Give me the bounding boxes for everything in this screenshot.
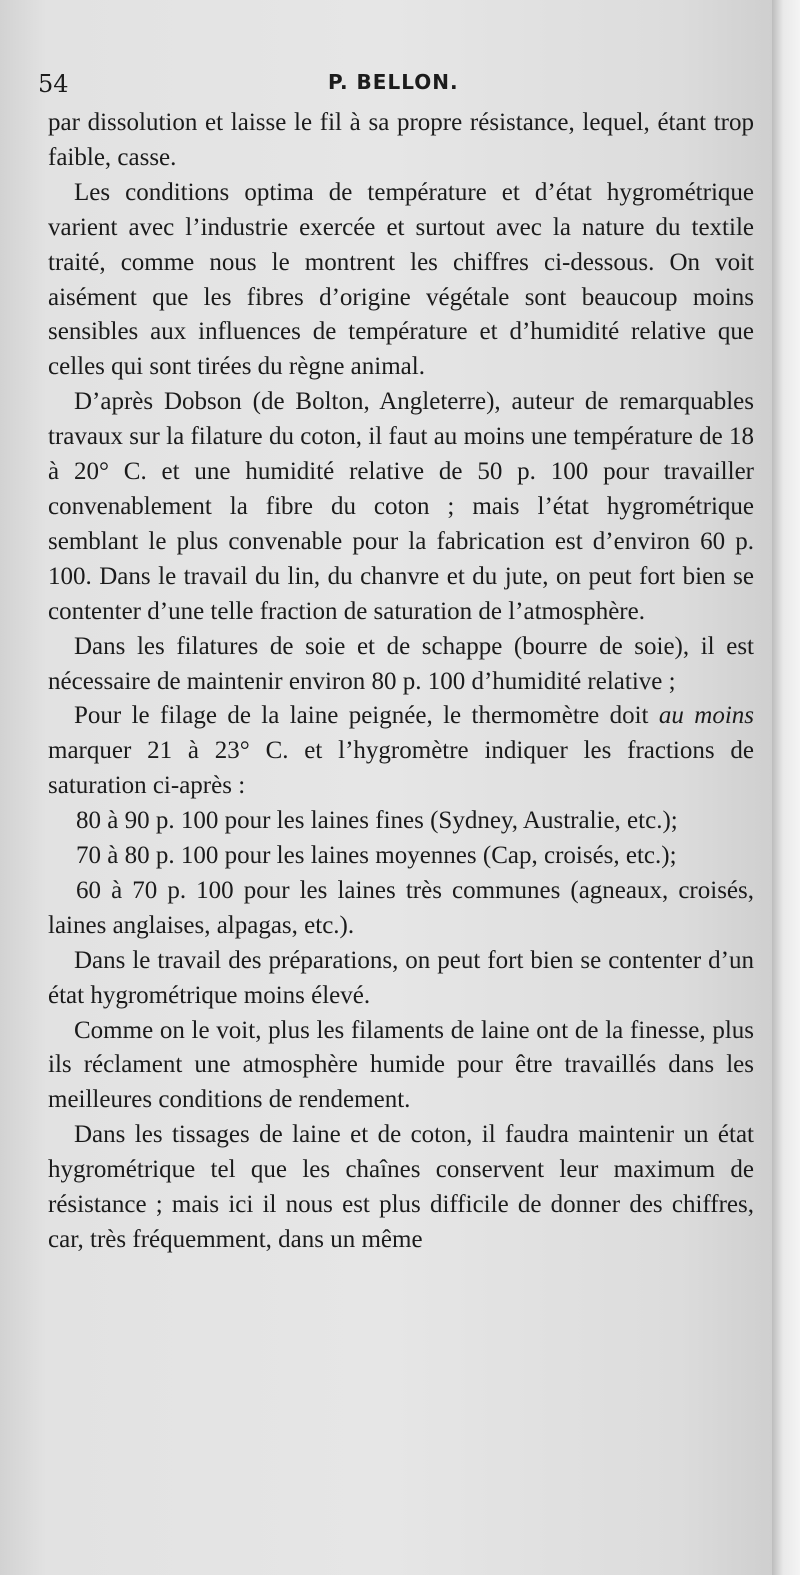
paragraph-conditions-optima: Les conditions optima de température et d’état hygrométrique varient avec l’industrie exercée et surtout avec la nature du textile traité, comme nous le montrent les chiffres ci-dessous. On voit aisément que les fibres d’origine végétale sont beaucoup moins sensibles aux influences de température et d’humidité relative que celles qui sont tirées du règne animal. bbox=[48, 178, 754, 381]
list-item-laines-moyennes: 70 à 80 p. 100 pour les laines moyennes (Cap, croisés, etc.); bbox=[76, 842, 677, 870]
body-text bbox=[48, 106, 754, 1258]
paragraph-tissages: Dans les tissages de laine et de coton, il faudra maintenir un état hygrométrique tel que les chaînes conservent leur maximum de résistance ; mais ici il nous est plus difficile de donner des chiffres, car, très fréquemment, dans un même bbox=[48, 1121, 754, 1253]
paragraph-soie: Dans les filatures de soie et de schappe (bourre de soie), il est nécessaire de maintenir environ 80 p. 100 d’humidité relative ; bbox=[48, 632, 754, 695]
laine-intro-before: Pour le filage de la laine peignée, le thermomètre doit bbox=[74, 702, 649, 730]
list-item-laines-fines: 80 à 90 p. 100 pour les laines fines (Sydney, Australie, etc.); bbox=[76, 807, 678, 835]
paragraph-finesse: Comme on le voit, plus les filaments de laine ont de la finesse, plus ils réclament une atmosphère humide pour être travaillés dans les meilleures conditions de rendement. bbox=[48, 1016, 754, 1114]
page-number: 54 bbox=[38, 70, 69, 98]
running-head: P. BELLON. bbox=[328, 70, 459, 94]
paragraph-continuation: par dissolution et laisse le fil à sa propre résistance, lequel, étant trop faible, casse. bbox=[48, 109, 754, 171]
paragraph-laine-intro bbox=[48, 699, 754, 804]
laine-intro-italic: au moins bbox=[658, 702, 755, 730]
laine-intro-after: marquer 21 à 23° C. et l’hygromètre indiquer les fractions de saturation ci-après : bbox=[48, 737, 754, 800]
paragraph-preparations: Dans le travail des préparations, on peut fort bien se contenter d’un état hygrométrique moins élevé. bbox=[48, 946, 754, 1009]
page-edge bbox=[772, 0, 800, 1575]
page-header bbox=[38, 70, 758, 104]
paragraph-dobson: D’après Dobson (de Bolton, Angleterre), auteur de remarquables travaux sur la filature du coton, il faut au moins une température de 18 à 20° C. et une humidité relative de 50 p. 100 pour travailler convenablement la fibre du coton ; mais l’état hygrométrique semblant le plus convenable pour la fabrication est d’environ 60 p. 100. Dans le travail du lin, du chanvre et du jute, on peut fort bien se contenter d’une telle fraction de saturation de l’atmosphère. bbox=[48, 388, 754, 625]
list-item-laines-communes: 60 à 70 p. 100 pour les laines très communes (agneaux, croisés, laines anglaises, alpagas, etc.). bbox=[48, 876, 754, 939]
